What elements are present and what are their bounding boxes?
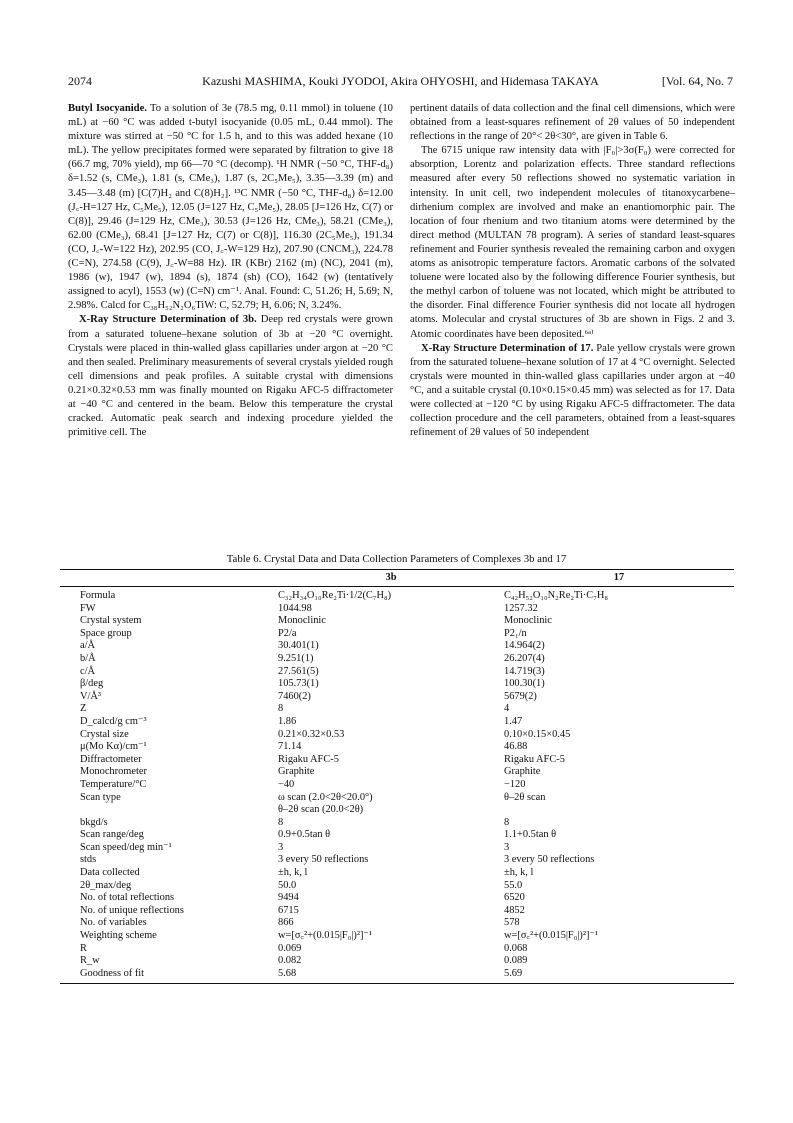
row-label: D_calcd/g cm⁻³ bbox=[80, 715, 147, 727]
table-row bbox=[60, 640, 734, 653]
table-row bbox=[60, 880, 734, 893]
row-label: 2θ_max/deg bbox=[80, 879, 132, 891]
value-3b: C₃₂H₃₄O₁₀Re₂Ti·1/2(C₇H₈) bbox=[278, 590, 392, 601]
table-row bbox=[60, 653, 734, 666]
row-label: No. of variables bbox=[80, 917, 147, 929]
row-label: Crystal system bbox=[80, 615, 142, 627]
table-row bbox=[60, 678, 734, 691]
crystal-data-table bbox=[60, 569, 734, 984]
paragraph bbox=[410, 144, 735, 341]
row-label: bkgd/s bbox=[80, 816, 108, 828]
value-17: 26.207(4) bbox=[504, 652, 545, 664]
row-label: Formula bbox=[80, 590, 116, 601]
table-row bbox=[60, 691, 734, 704]
table-row bbox=[60, 741, 734, 754]
table-row bbox=[60, 854, 734, 867]
row-label: β/deg bbox=[80, 678, 104, 690]
value-17: ±h, k, l bbox=[504, 867, 534, 879]
row-label: Weighting scheme bbox=[80, 930, 157, 942]
value-3b: 9.251(1) bbox=[278, 652, 314, 664]
table-row bbox=[60, 917, 734, 930]
table-row bbox=[60, 905, 734, 918]
value-17: 100.30(1) bbox=[504, 678, 545, 690]
table-row bbox=[60, 955, 734, 968]
row-label: μ(Mo Kα)/cm⁻¹ bbox=[80, 741, 147, 753]
value-3b: 105.73(1) bbox=[278, 678, 319, 690]
row-label: Goodness of fit bbox=[60, 968, 278, 984]
value-3b: ±h, k, l bbox=[278, 867, 308, 879]
row-label: R_w bbox=[80, 955, 100, 967]
table-row bbox=[60, 867, 734, 880]
value-3b: 27.561(5) bbox=[278, 665, 319, 677]
row-label bbox=[60, 804, 278, 817]
value-17: 46.88 bbox=[504, 741, 528, 753]
paragraph bbox=[68, 102, 393, 313]
value-17: 4 bbox=[504, 703, 510, 715]
value-3b: P2/a bbox=[278, 627, 297, 639]
row-label: Scan speed/deg min⁻¹ bbox=[80, 841, 172, 853]
value-3b: 30.401(1) bbox=[278, 640, 319, 652]
paragraph-text: Deep red crystals were grown from a saturated toluene–hexane solution of 3b at −20 °C overnight. Crystals were placed in thin-walled glass capillaries under argon at −20 °C and then sealed. Preliminary measurements of several crystals yielded rough cell dimensions and peak profiles. A suitable crystal with dimensions 0.21×0.32×0.53 mm was finally mounted on Rigaku AFC-5 diffractometer at −40 °C and centered in the beam. Below this temperature the crystal cracked. Automatic peak search and indexing procedure yielded the primitive cell. The bbox=[68, 314, 393, 439]
value-3b: 1.86 bbox=[278, 715, 297, 727]
row-label: Crystal size bbox=[80, 728, 129, 740]
value-17: 0.068 bbox=[504, 942, 528, 954]
row-label: b/Å bbox=[80, 652, 96, 664]
paragraph-heading: X-Ray Structure Determination of 3b. bbox=[79, 314, 257, 326]
value-17: 5.69 bbox=[504, 968, 734, 984]
table-header-17: 17 bbox=[504, 570, 734, 587]
value-3b: 0.9+0.5tan θ bbox=[278, 829, 331, 841]
value-17: 0.089 bbox=[504, 955, 528, 967]
value-17 bbox=[504, 804, 734, 817]
value-17: θ–2θ scan bbox=[504, 791, 546, 803]
value-3b: 3 every 50 reflections bbox=[278, 854, 369, 866]
value-17: 3 bbox=[504, 841, 510, 853]
value-3b: 71.14 bbox=[278, 741, 302, 753]
value-3b: Rigaku AFC-5 bbox=[278, 753, 339, 765]
table-row bbox=[60, 779, 734, 792]
value-3b: 0.082 bbox=[278, 955, 302, 967]
running-header bbox=[68, 74, 733, 90]
row-label: Diffractometer bbox=[80, 753, 142, 765]
table-row bbox=[60, 817, 734, 830]
row-label: Scan range/deg bbox=[80, 829, 144, 841]
table-row bbox=[60, 766, 734, 779]
value-3b: 7460(2) bbox=[278, 690, 311, 702]
author-line: Kazushi MASHIMA, Kouki JYODOI, Akira OHYOSHI, and Hidemasa TAKAYA bbox=[202, 74, 599, 88]
value-17: 8 bbox=[504, 816, 510, 828]
value-17: Monoclinic bbox=[504, 615, 552, 627]
table-row bbox=[60, 943, 734, 956]
value-3b: 50.0 bbox=[278, 879, 297, 891]
paragraph-text: To a solution of 3e (78.5 mg, 0.11 mmol) in toluene (10 mL) at −60 °C was added t-butyl isocyanide (0.05 mL, 0.44 mmol). The mixture was stirred at −50 °C for 1.5 h, and to this was added hexane (10 mL). The yellow precipitates formed were separated by filtration to give 18 (66.7 mg, 70% yield), mp 66—70 °C (decomp). ¹H NMR (−50 °C, THF-d₈) δ=1.52 (s, CMe₃), 1.81 (s, CMe₃), 1.87 (s, 2C₅Me₅), 3.35—3.39 (m) and 3.45—3.48 (m) [C(7)H₂ and C(8)H₂]. ¹³C NMR (−50 °C, THF-d₈) δ=12.00 (J꜀-H=127 Hz, C₅Me₅), 12.05 (J=127 Hz, C₅Me₅), 28.05 [J=126 Hz, C(7) or C(8)], 29.46 (J=129 Hz, CMe₃), 30.53 (J=126 Hz, CMe₃), 58.21 (CMe₃), 62.00 (CMe₃), 68.41 [J=127 Hz, C(7) or C(8)], 116.30 (2C₅Me₅), 191.34 (CO, J꜀-W=122 Hz), 202.95 (CO, J꜀-W=129 Hz), 207.90 (CNCM₃), 224.78 (C=N), 274.58 (C(9), J꜀-W=88 Hz). IR (KBr) 2162 (m) (NC), 2041 (m), 1986 (w), 1947 (w), 1894 (s), 1874 (sh) (CO), 1642 (w) (tentatively assigned to acyl), 1553 (w) (C=N) cm⁻¹. Anal. Found: C, 51.26; H, 5.69; N, 2.98%. Calcd for C₃₈H₅₂N₂O₆TiW: C, 52.79; H, 6.06; N, 3.24%. bbox=[68, 103, 393, 312]
table-row bbox=[60, 930, 734, 943]
paragraph-text: pertinent datails of data collection and the final cell dimensions, which were obtained from a least-squares refinement of 2θ values of 50 independent reflections in the range of 20°< 2θ<30°, are given in Table 6. bbox=[410, 103, 735, 143]
table-row bbox=[60, 628, 734, 641]
table-row bbox=[60, 754, 734, 767]
value-17: 6520 bbox=[504, 892, 525, 904]
row-label: a/Å bbox=[80, 640, 96, 652]
page-number: 2074 bbox=[68, 74, 92, 88]
table-row bbox=[60, 603, 734, 616]
value-17: P2₁/n bbox=[504, 627, 527, 639]
value-3b: Graphite bbox=[278, 766, 315, 778]
table-caption: Table 6. Crystal Data and Data Collection Parameters of Complexes 3b and 17 bbox=[226, 553, 567, 565]
paragraph-heading: Butyl Isocyanide. bbox=[68, 103, 147, 114]
value-3b: 8 bbox=[278, 703, 284, 715]
value-3b: −40 bbox=[278, 778, 295, 790]
value-3b: 0.21×0.32×0.53 bbox=[278, 728, 345, 740]
value-17: 0.10×0.15×0.45 bbox=[504, 728, 571, 740]
value-3b: 866 bbox=[278, 917, 294, 929]
value-17: Graphite bbox=[504, 766, 541, 778]
value-3b: w=[σ꜀²+(0.015|F₀|)²]⁻¹ bbox=[278, 930, 373, 942]
value-17: 3 every 50 reflections bbox=[504, 854, 595, 866]
value-3b: 5.68 bbox=[278, 968, 504, 984]
value-17: 1.1+0.5tan θ bbox=[504, 829, 557, 841]
right-column bbox=[410, 102, 735, 440]
value-17: C₄₂H₅₂O₁₀N₂Re₂Ti·C₇H₈ bbox=[504, 590, 608, 601]
paragraph-text: The 6715 unique raw intensity data with |F₀|>3σ(F₀) were corrected for absorption, Lorentz and polarization effects. Three standard reflections measured after every 50 reflections showed no systematic variation in intensity. In unit cell, two independent molecules of titanoxycarbene–dirhenium complex are involved and make an enantiomorphic pair. The location of four rhenium and two titanium atoms were determined by the direct method (MULTAN 78 program). A series of standard least-squares refinement and Fourier synthesis revealed the remaining carbon and oxygen atoms as anisotropic temperature factors. Aromatic carbons of the solvated toluene were located also by the following difference Fourier synthesis, but the methyl carbon of toluene was not located, which might be attributed to the disorder. Final difference Fourier synthesis did not locate all hydrogen atoms. Molecular and crystal structures of 3b are shown in Figs. 2 and 3. Atomic coordinates have been deposited.⁶ᵃ⁾ bbox=[410, 145, 735, 340]
value-3b: 9494 bbox=[278, 892, 299, 904]
table-row bbox=[60, 666, 734, 679]
table-row bbox=[60, 703, 734, 716]
paragraph-text: Pale yellow crystals were grown from the saturated toluene–hexane solution of 17 at 4 °C overnight. Selected crystals were mounted in thin-walled glass capillaries under argon at −40 °C, and a suitable crystal (0.10×0.15×0.45 mm) was selected as for 17. Data were collected at −120 °C by using Rigaku AFC-5 diffractometer. The data collection procedure and the cell parameters, obtained from a least-squares refinement of 2θ values of 50 independent bbox=[410, 342, 735, 439]
value-3b: ω scan (2.0<2θ<20.0°) bbox=[278, 791, 373, 803]
table-header-3b: 3b bbox=[278, 570, 504, 587]
table-row bbox=[60, 968, 734, 984]
value-3b: 0.069 bbox=[278, 942, 302, 954]
journal-volume: [Vol. 64, No. 7 bbox=[661, 74, 733, 88]
table-row bbox=[60, 829, 734, 842]
table-row bbox=[60, 892, 734, 905]
row-label: No. of unique reflections bbox=[80, 904, 184, 916]
value-17: 578 bbox=[504, 917, 520, 929]
paragraph-heading: X-Ray Structure Determination of 17. bbox=[421, 342, 594, 354]
value-17: 4852 bbox=[504, 904, 525, 916]
value-3b: Monoclinic bbox=[278, 615, 326, 627]
row-label: R bbox=[80, 942, 87, 954]
value-3b: 3 bbox=[278, 841, 284, 853]
row-label: c/Å bbox=[80, 665, 96, 677]
row-label: FW bbox=[80, 602, 96, 614]
value-3b: 8 bbox=[278, 816, 284, 828]
value-17: 14.719(3) bbox=[504, 665, 545, 677]
value-17: 5679(2) bbox=[504, 690, 537, 702]
left-column bbox=[68, 102, 393, 440]
value-17: w=[σ꜀²+(0.015|F₀|)²]⁻¹ bbox=[504, 930, 599, 942]
row-label: Space group bbox=[80, 627, 132, 639]
row-label: Z bbox=[80, 703, 87, 715]
row-label: V/Å³ bbox=[80, 690, 102, 702]
table-row bbox=[60, 716, 734, 729]
value-17: 1257.32 bbox=[504, 602, 538, 614]
value-3b: 1044.98 bbox=[278, 602, 312, 614]
table-row bbox=[60, 615, 734, 628]
value-17: Rigaku AFC-5 bbox=[504, 753, 565, 765]
row-label: Data collected bbox=[80, 867, 140, 879]
value-17: 1.47 bbox=[504, 715, 523, 727]
paragraph bbox=[410, 102, 735, 144]
table-row bbox=[60, 842, 734, 855]
table-row bbox=[60, 792, 734, 805]
row-label: Temperature/°C bbox=[80, 778, 147, 790]
table-header-label bbox=[60, 570, 278, 587]
value-3b: 6715 bbox=[278, 904, 299, 916]
value-17: −120 bbox=[504, 778, 526, 790]
value-3b: θ–2θ scan (20.0<2θ) bbox=[278, 804, 364, 816]
table-row bbox=[60, 804, 734, 817]
paragraph bbox=[68, 313, 393, 440]
value-17: 14.964(2) bbox=[504, 640, 545, 652]
value-17: 55.0 bbox=[504, 879, 523, 891]
table-row bbox=[60, 729, 734, 742]
row-label: Monochrometer bbox=[80, 766, 147, 778]
table-row bbox=[60, 587, 734, 603]
row-label: No. of total reflections bbox=[80, 892, 175, 904]
row-label: stds bbox=[80, 854, 97, 866]
row-label: Scan type bbox=[80, 791, 121, 803]
paragraph bbox=[410, 342, 735, 441]
